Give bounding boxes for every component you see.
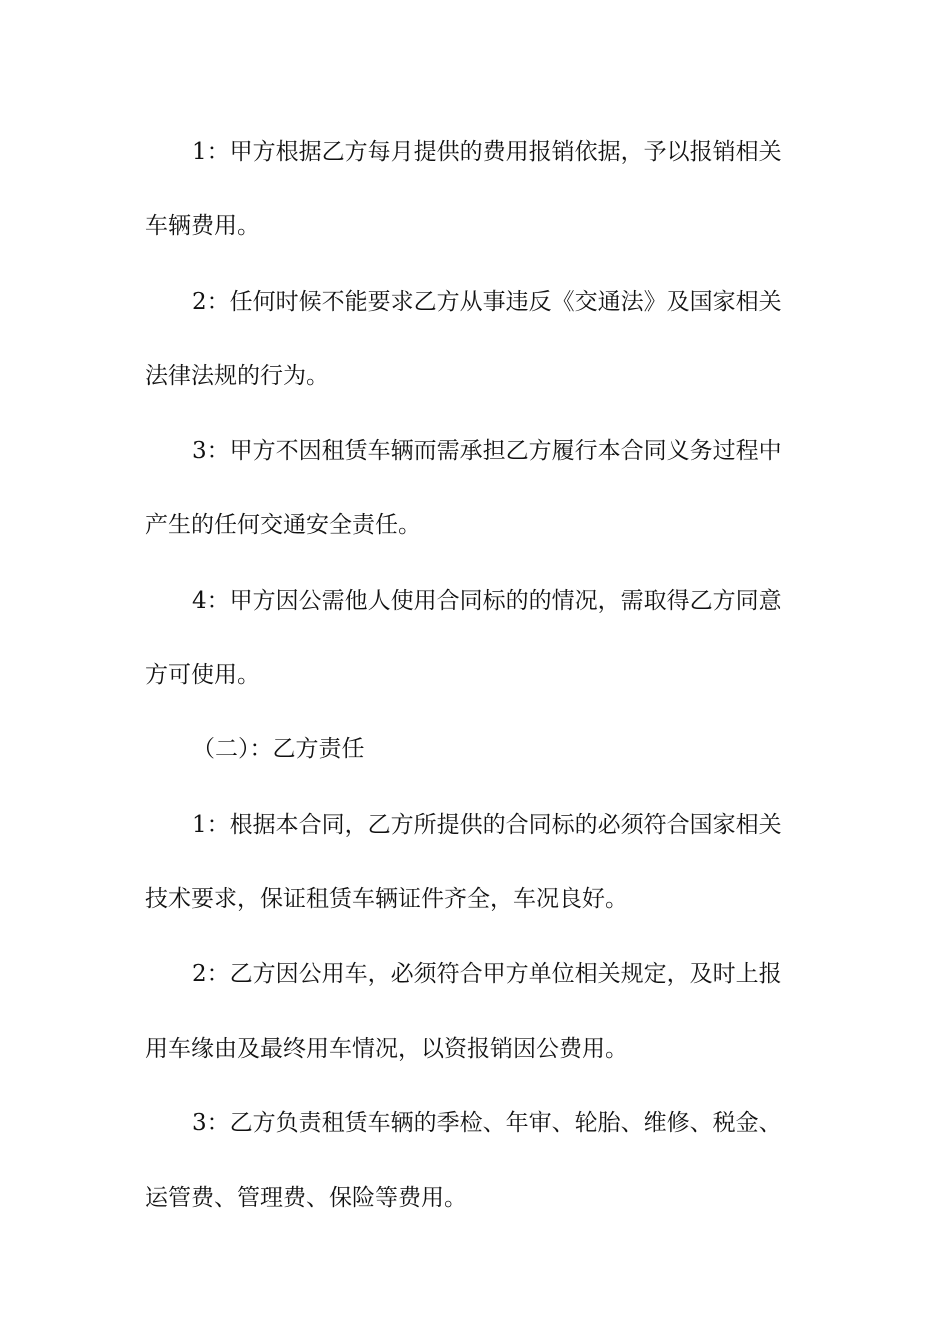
b-clause-2-line-2: 用车缘由及最终用车情况，以资报销因公费用。 [145,1036,628,1062]
b-clause-3-line-2: 运管费、管理费、保险等费用。 [145,1185,467,1211]
section-heading-party-b: （二）：乙方责任 [192,736,365,762]
clause-1-line-2: 车辆费用。 [145,213,260,239]
b-clause-1-line-2: 技术要求，保证租赁车辆证件齐全，车况良好。 [145,886,628,912]
clause-4-line-1: 4：甲方因公需他人使用合同标的的情况，需取得乙方同意 [192,588,782,614]
clause-3-line-1: 3：甲方不因租赁车辆而需承担乙方履行本合同义务过程中 [192,438,782,464]
b-clause-2-line-1: 2：乙方因公用车，必须符合甲方单位相关规定，及时上报 [192,961,782,987]
clause-2-line-1: 2：任何时候不能要求乙方从事违反《交通法》及国家相关 [192,289,782,315]
b-clause-1-line-1: 1：根据本合同，乙方所提供的合同标的必须符合国家相关 [192,812,782,838]
clause-2-line-2: 法律法规的行为。 [145,363,329,389]
clause-1-line-1: 1：甲方根据乙方每月提供的费用报销依据，予以报销相关 [192,139,782,165]
clause-4-line-2: 方可使用。 [145,662,260,688]
clause-3-line-2: 产生的任何交通安全责任。 [145,512,421,538]
b-clause-3-line-1: 3：乙方负责租赁车辆的季检、年审、轮胎、维修、税金、 [192,1110,782,1136]
